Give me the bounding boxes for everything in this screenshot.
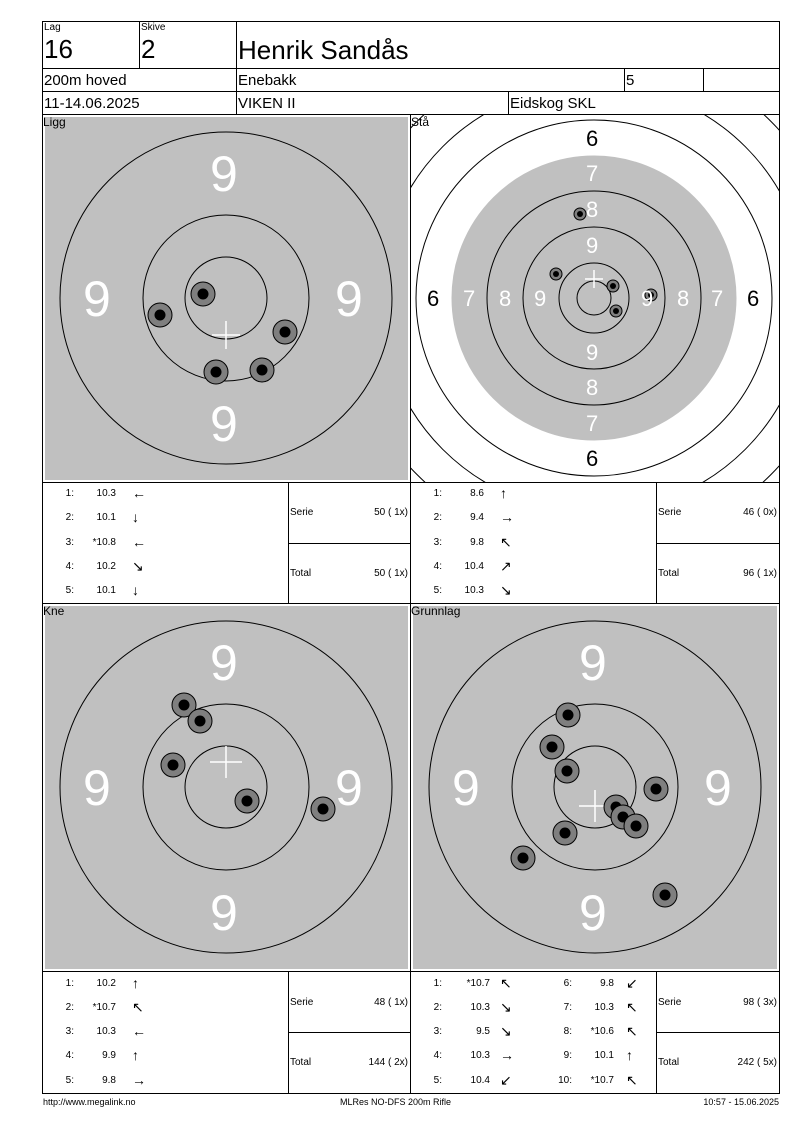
serie-label: Serie [658,507,682,518]
staa-ring-label: 9 [586,233,599,258]
table-row: 10: *10.7 ↖ [558,1072,638,1088]
arrow-icon: ↖ [132,999,144,1015]
ligg-shot-6 [148,303,172,327]
table-row: 2: 10.3 ↘ [433,999,512,1015]
arrow-icon: → [500,509,514,525]
arrow-icon: → [132,1072,146,1088]
staa-ring-label: 6 [586,126,599,151]
table-row: 9: 10.1 ↑ [563,1047,633,1063]
arrow-icon: ↘ [500,1023,512,1039]
table-row: 4: 10.2 ↘ [65,558,144,574]
table-row: 1: 10.3 ← [65,485,146,501]
arrow-icon: ↖ [626,999,638,1015]
footer-software: MLRes NO-DFS 200m Rifle [340,1097,452,1107]
grunnlag-shot-7 [624,814,648,838]
ligg-ring-label: 9 [210,146,238,202]
staa-ring-label: 6 [427,286,440,311]
arrow-icon: ↑ [626,1047,633,1063]
grunnlag-shot-9 [511,846,535,870]
kne-title: Kne [43,604,65,618]
skive-label: Skive [141,22,166,33]
staa-ring-label: 6 [747,286,760,311]
ligg-shot-5 [250,358,274,382]
serie-label: Serie [658,997,682,1008]
staa-ring-label: 7 [463,286,476,311]
staa-ring-label: 8 [677,286,690,311]
grunnlag-ring-label: 9 [579,635,607,691]
table-row: 3: 10.3 ← [65,1023,146,1039]
ligg-shot-3 [273,320,297,344]
table-row: 5: 9.8 → [65,1072,146,1088]
grunnlag-shot-2 [540,735,564,759]
venue: Eidskog SKL [510,95,596,112]
table-row: 3: 9.5 ↘ [433,1023,512,1039]
arrow-icon: ↙ [626,975,638,991]
staa-ring-label: 8 [499,286,512,311]
lag-label: Lag [44,22,61,33]
staa-ring-label: 9 [586,340,599,365]
grunnlag-ring-label: 9 [704,760,732,816]
arrow-icon: ↖ [500,975,512,991]
kne-shot-3 [161,753,185,777]
staa-shot-5 [610,305,622,317]
ligg-ring-label: 9 [83,271,111,327]
total-label: Total [290,1057,312,1068]
serie-value: 46 ( 0x) [743,507,777,518]
serie-value: 98 ( 3x) [743,997,777,1008]
arrow-icon: ↑ [500,485,507,501]
arrow-icon: ↖ [626,1072,638,1088]
grunnlag-ring-label: 9 [579,885,607,941]
arrow-icon: ↑ [132,975,139,991]
ligg-title: Ligg [43,115,66,129]
kne-ring-label: 9 [335,760,363,816]
arrow-icon: ← [132,534,146,550]
table-row: 5: 10.4 ↙ [433,1072,512,1088]
arrow-icon: ↘ [500,999,512,1015]
table-row: 4: 10.3 → [433,1047,514,1063]
program: 200m hoved [44,72,127,89]
ligg-ring-label: 9 [335,271,363,327]
footer-timestamp: 10:57 - 15.06.2025 [703,1097,779,1107]
serie-value: 48 ( 1x) [374,997,408,1008]
arrow-icon: ← [132,485,146,501]
serie-label: Serie [290,997,314,1008]
ligg-shot-4 [204,360,228,384]
ligg-target [43,115,410,482]
class: 5 [626,72,635,89]
footer-url[interactable]: http://www.megalink.no [43,1097,136,1107]
grunnlag-shot-3 [555,759,579,783]
arrow-icon: ↓ [132,509,139,525]
staa-ring-label: 8 [586,375,599,400]
arrow-icon: ↙ [500,1072,512,1088]
table-row: 6: 9.8 ↙ [563,975,638,991]
staa-shot-4 [607,280,619,292]
arrow-icon: ↓ [132,582,139,598]
serie-label: Serie [290,507,314,518]
grunnlag-shot-10 [653,883,677,907]
table-row: 3: 9.8 ↖ [433,534,512,550]
club: Enebakk [238,72,297,89]
table-row: 5: 10.3 ↘ [433,582,512,598]
kne-ring-label: 9 [83,760,111,816]
serie-value: 50 ( 1x) [374,507,408,518]
kne-shot-5 [311,797,335,821]
staa-ring-label: 9 [641,286,654,311]
arrow-icon: → [500,1047,514,1063]
kne-ring-label: 9 [210,885,238,941]
total-value: 96 ( 1x) [743,568,777,579]
table-row: 8: *10.6 ↖ [563,1023,638,1039]
table-row: 1: *10.7 ↖ [433,975,512,991]
table-row: 7: 10.3 ↖ [563,999,638,1015]
grunnlag-shot-4 [644,777,668,801]
staa-shot-1 [574,208,586,220]
table-row: 2: *10.7 ↖ [65,999,144,1015]
grunnlag-shot-1 [556,703,580,727]
staa-ring-label: 6 [586,446,599,471]
total-value: 144 ( 2x) [368,1057,408,1068]
staa-ring-label: 9 [534,286,547,311]
staa-ring-label: 7 [711,286,724,311]
total-label: Total [290,568,312,579]
ligg-shot-1 [191,282,215,306]
arrow-icon: ↖ [500,534,512,550]
table-row: 2: 10.1 ↓ [65,509,139,525]
kne-shot-4 [235,789,259,813]
total-label: Total [658,1057,680,1068]
staa-ring-label: 8 [586,197,599,222]
staa-shot-3 [550,268,562,280]
grunnlag-target [411,604,779,971]
dates: 11-14.06.2025 [44,95,140,112]
total-value: 50 ( 1x) [374,568,408,579]
arrow-icon: ↘ [500,582,512,598]
table-row: 2: 9.4 → [433,509,514,525]
staa-ring-label: 7 [586,161,599,186]
skive-value: 2 [141,34,156,64]
arrow-icon: ↖ [626,1023,638,1039]
arrow-icon: ↘ [132,558,144,574]
kne-target [43,604,410,971]
region: VIKEN II [238,95,296,112]
arrow-icon: ← [132,1023,146,1039]
arrow-icon: ↑ [132,1047,139,1063]
lag-value: 16 [44,34,73,64]
table-row: 3: *10.8 ← [65,534,146,550]
shooter-name: Henrik Sandås [238,35,409,65]
table-row: 4: 9.9 ↑ [65,1047,139,1063]
total-value: 242 ( 5x) [737,1057,777,1068]
staa-target [411,115,779,482]
grunnlag-ring-label: 9 [452,760,480,816]
staa-title: Stå [411,115,430,129]
ligg-ring-label: 9 [210,396,238,452]
kne-shot-2 [188,709,212,733]
grunnlag-title: Grunnlag [411,604,461,618]
table-row: 1: 8.6 ↑ [433,485,507,501]
table-row: 1: 10.2 ↑ [65,975,139,991]
arrow-icon: ↗ [500,558,512,574]
staa-ring-label: 7 [586,411,599,436]
table-row: 4: 10.4 ↗ [433,558,512,574]
total-label: Total [658,568,680,579]
table-row: 5: 10.1 ↓ [65,582,139,598]
grunnlag-shot-8 [553,821,577,845]
kne-ring-label: 9 [210,635,238,691]
